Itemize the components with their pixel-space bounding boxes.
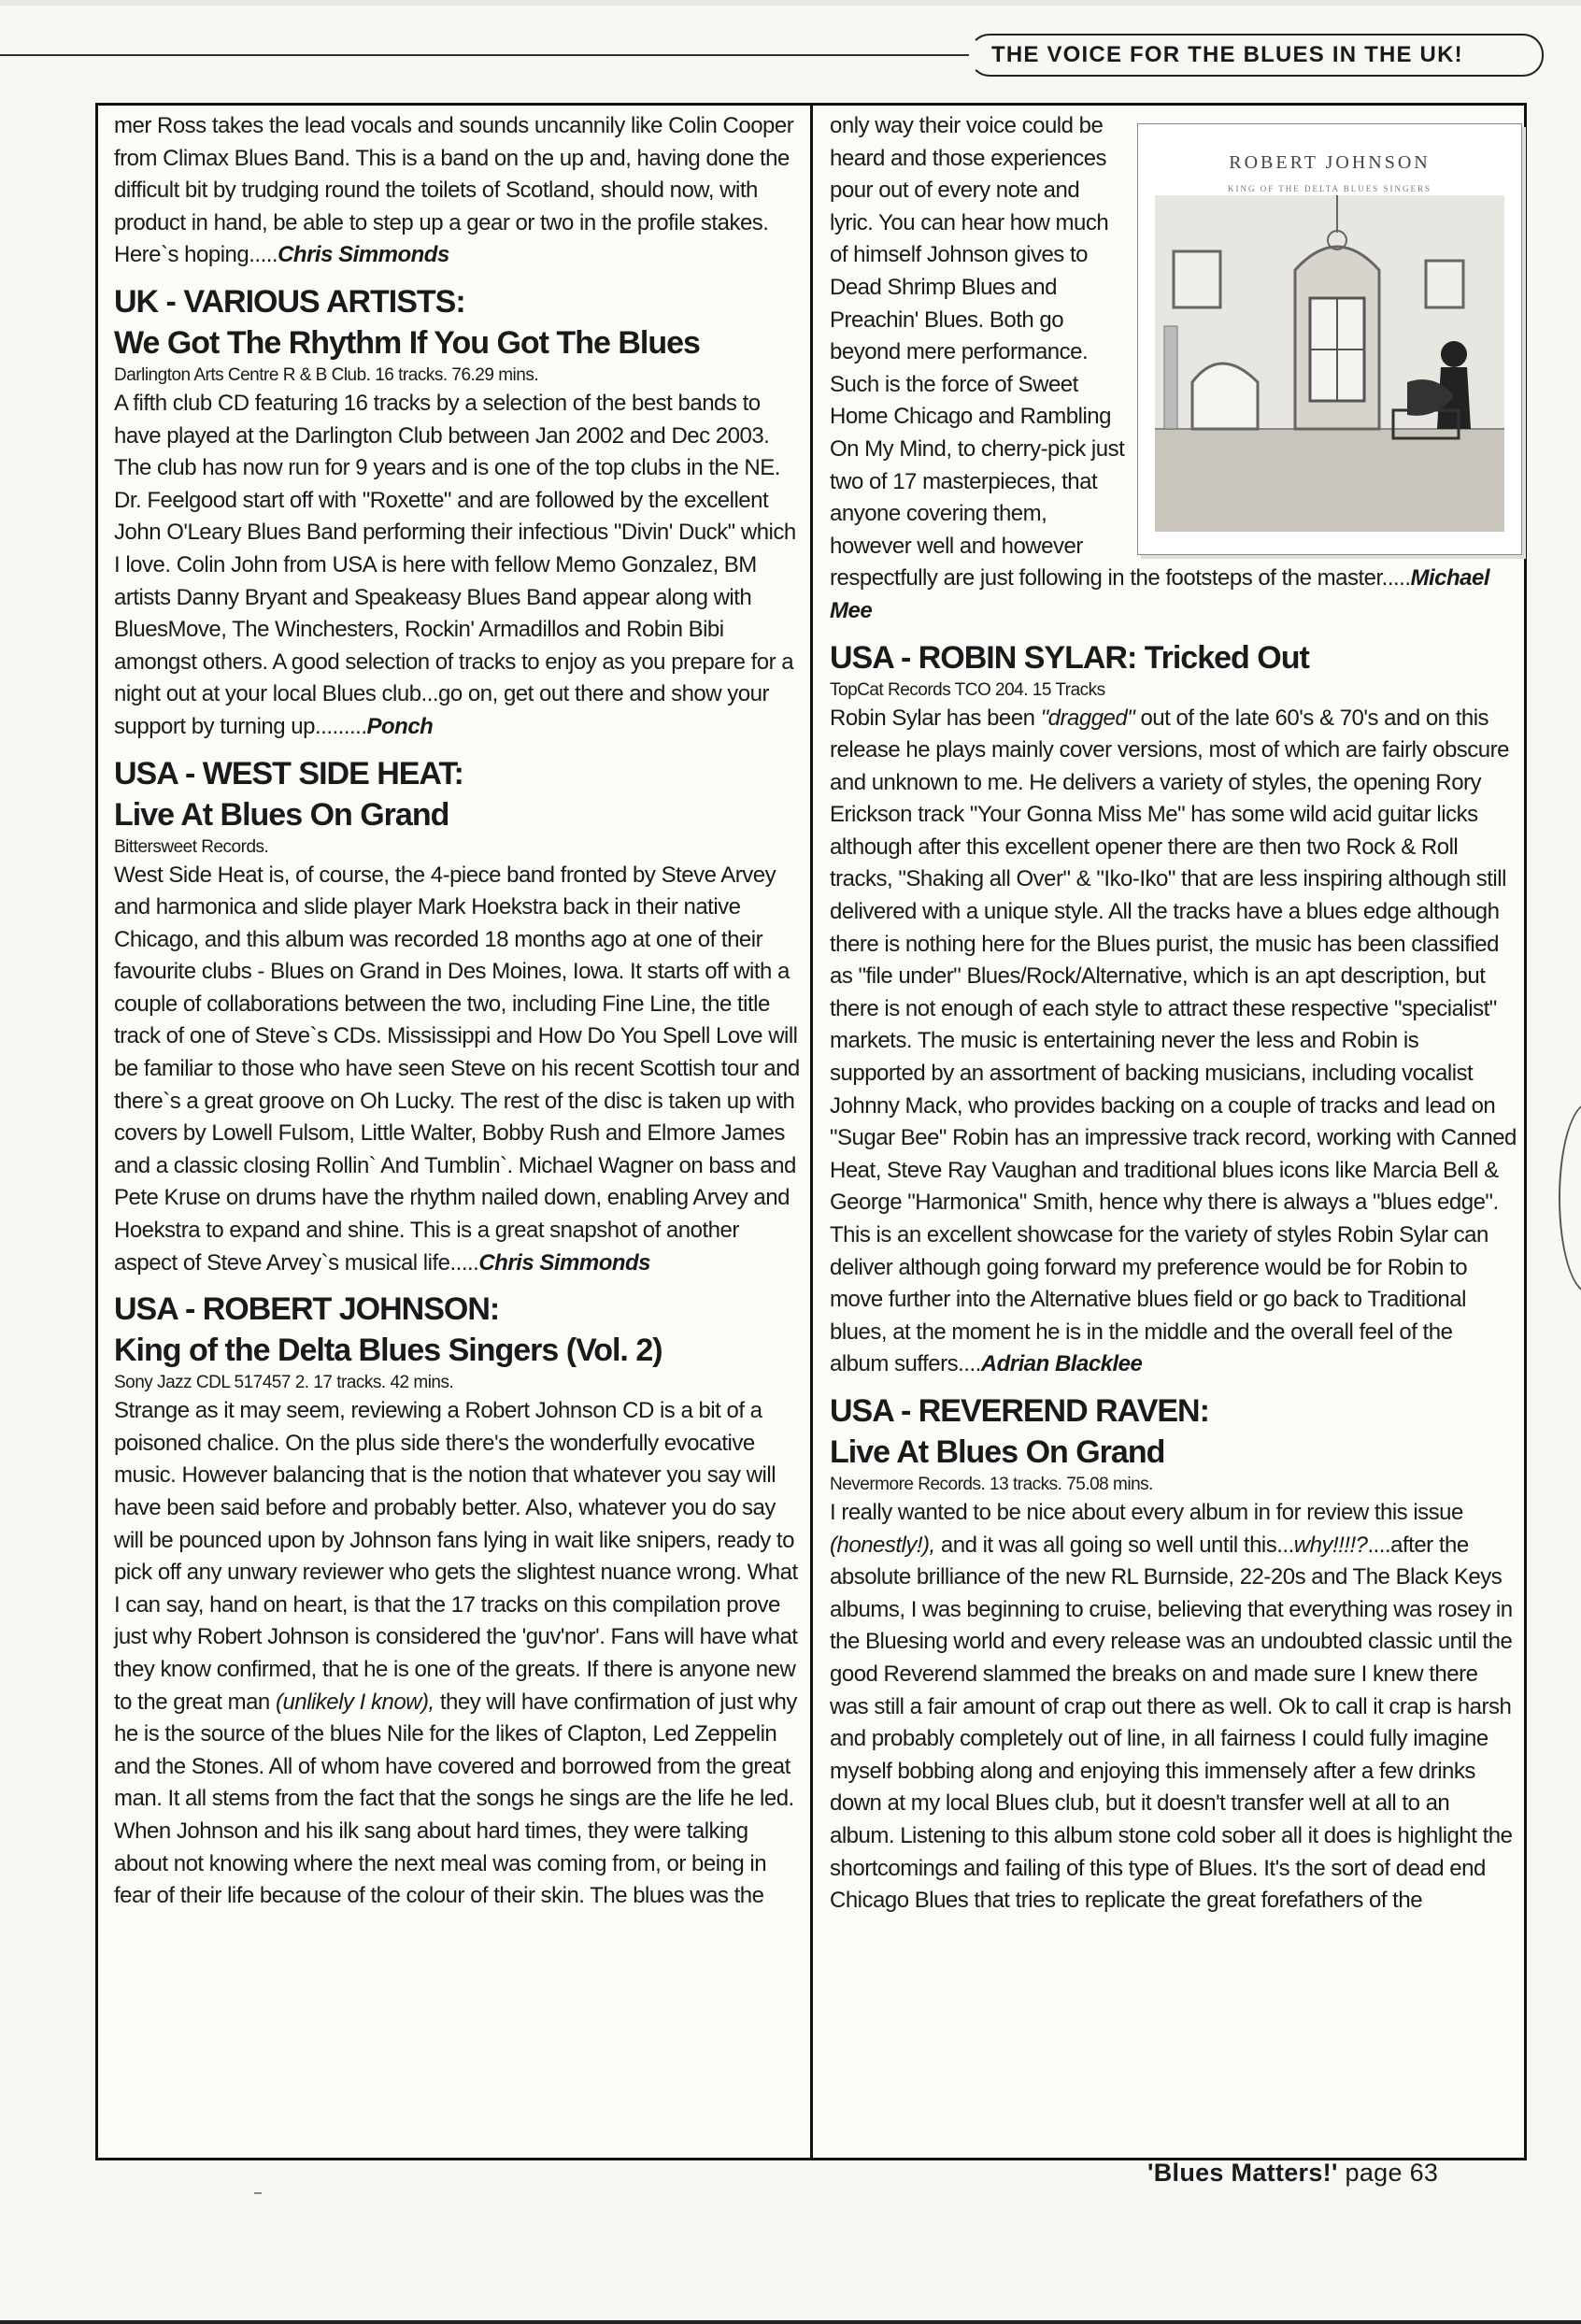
- review-text: ....after the absolute brilliance of the new RL Burnside, 22-20s and The Black Keys albums, I was beginning to cruise, believing that everything was rosey in the Bluesing world and every release was an undoubted classic until the good Reverend slammed the breaks on and made sure I knew there was still a fair amount of crap out there as well. Ok to call it crap is harsh and probably completely out of line, in all fairness I could fully imagine myself bobbing along and enjoying this immensely after a few drinks down at my local Blues club, but it doesn't transfer well at all to an album. Listening to this album stone cold sober all it does is highlight the shortcomings and failing of this type of Blues. It's the sort of dead end Chicago Blues that tries to replicate the great forefathers of the: [830, 1532, 1513, 1914]
- review-text: I really wanted to be nice about every album in for review this issue: [830, 1499, 1463, 1525]
- reviewer-signature: Adrian Blacklee: [980, 1351, 1143, 1377]
- header-rule: [0, 54, 972, 56]
- review-text: they will have confirmation of just why he is the source of the blues Nile for the likes of Clapton, Led Zeppelin and the Stones. All of whom have covered and borrowed from the great man. It all stems from the fact that the songs he sings are the life he led. When Johnson and his ilk sang about hard times, they were talking about not knowing where the next meal was coming from, or being in fear of their life because of the colour of their skin. The blues was the: [114, 1689, 797, 1909]
- review-title: USA - ROBIN SYLAR: Tricked Out: [830, 639, 1309, 676]
- magazine-name: 'Blues Matters!': [1147, 2159, 1338, 2187]
- reviewer-signature: Chris Simmonds: [478, 1249, 651, 1276]
- album-cover-artist: ROBERT JOHNSON: [1229, 152, 1431, 173]
- reviewer-signature: Ponch: [366, 713, 434, 739]
- review-body: [114, 388, 805, 744]
- review-text-italic: (unlikely I know),: [275, 1689, 434, 1715]
- review-text: Strange as it may seem, reviewing a Robert Johnson CD is a bit of a poisoned chalice. On the plus side there's the wonderfully evocative music. However balancing that is the notion that whatever you say will have been said before and probably better. Also, whatever you do say will be pounced upon by Johnson fans lying in wait like snipers, ready to pick off any unwary reviewer who gets the slightest nuance wrong. What I can say, hand on heart, is that the 17 tracks on this compilation prove just why Robert Johnson is considered the 'guv'nor'. Fans will have what they know confirmed, that he is one of the greats. If there is anyone new to the great man: [114, 1398, 798, 1715]
- review-various-artists: [114, 281, 805, 388]
- page-footer: [1147, 2159, 1438, 2188]
- left-column: [114, 110, 805, 1913]
- review-west-side-heat: [114, 753, 805, 860]
- review-robin-sylar: [830, 637, 1517, 703]
- release-info: Bittersweet Records.: [114, 836, 269, 857]
- continued-review-text: mer Ross takes the lead vocals and sounds uncannily like Colin Cooper from Climax Blues Band. This is a band on the up and, having done the difficult bit by trudging round the toilets of Scotland, should now, with product in hand, be able to step up a gear or two in the profile stakes. Here`s hoping.....: [114, 113, 794, 268]
- review-text: out of the late 60's & 70's and on this release he plays mainly cover versions, most of which are fairly obscure and unknown to me. He delivers a variety of styles, the opening Rory Erickson track "Your Gonna Miss Me" has some wild acid guitar licks although after this excellent opener there are then two Rock & Roll tracks, "Shaking all Over" & "Iko-Iko" that are less inspiring although still delivered with a unique style. All the tracks have a blues edge although there is nothing here for the Blues purist, the music has been classified as "file under" Blues/Rock/Alternative, which is an apt description, but there is not enough of each style to attract these respective "specialist" markets. The music is entertaining never the less and Robin is supported by an assortment of backing musicians, including vocalist Johnny Mack, who provides backing on a couple of tracks and lead on "Sugar Bee" Robin has an impressive track record, working with Canned Heat, Steve Ray Vaughan and traditional blues icons like Marcia Bell & George "Harmonica" Smith, hence why there is always a "blues edge". This is an excellent showcase for the variety of styles Robin Sylar can deliver although going forward my preference would be for Robin to move further into the Alternative blues field or go back to Traditional blues, at the moment he is in the middle and the overall feel of the album suffers....: [830, 705, 1517, 1377]
- column-divider: [810, 103, 813, 2160]
- continued-review-text: only way their voice could be heard and those experiences pour out of every note and lyric. You can hear how much of himself Johnson gives to Dead Shrimp Blues and Preachin' Blues. Both go beyond mere performance. Such is the force of Sweet Home Chicago and Rambling On My Mind, to cherry-pick just two of 17 masterpieces, that anyone covering them, however well and however respectfully are just following in the footsteps of the master.....: [830, 113, 1411, 592]
- review-text-italic: why!!!!?: [1293, 1532, 1368, 1558]
- header-banner: THE VOICE FOR THE BLUES IN THE UK!: [969, 34, 1544, 77]
- reviewer-signature: Michael Mee: [830, 565, 1490, 623]
- album-cover-image: [1137, 123, 1522, 555]
- review-title: USA - REVEREND RAVEN:: [830, 1392, 1209, 1429]
- release-info: TopCat Records TCO 204. 15 Tracks: [830, 679, 1105, 700]
- album-cover-illustration: [1155, 195, 1504, 532]
- album-cover-subtitle: KING OF THE DELTA BLUES SINGERS: [1227, 184, 1432, 193]
- continued-review: [114, 110, 805, 272]
- review-body: [830, 1497, 1517, 1918]
- review-text: West Side Heat is, of course, the 4-piece band fronted by Steve Arvey and harmonica and slide player Mark Hoekstra back in their native Chicago, and this album was recorded 18 months ago at one of their favourite clubs - Blues on Grand in Des Moines, Iowa. It starts off with a couple of collaborations between the two, including Fine Line, the title track of one of Steve`s CDs. Mississippi and How Do You Spell Love will be familiar to those who have seen Steve on his recent Scottish tour and there`s a great groove on Oh Lucky. The rest of the disc is taken up with covers by Lowell Fulsom, Little Walter, Bobby Rush and Elmore James and a classic closing Rollin` And Tumblin`. Michael Wagner on bass and Pete Kruse on drums have the rhythm nailed down, enabling Arvey and Hoekstra to expand and shine. This is a great snapshot of another aspect of Steve Arvey`s musical life.....: [114, 862, 800, 1276]
- review-title: USA - ROBERT JOHNSON:: [114, 1291, 500, 1328]
- binding-ring-edge: [1559, 1103, 1581, 1293]
- release-info: Nevermore Records. 13 tracks. 75.08 mins.: [830, 1474, 1153, 1494]
- page-number: page 63: [1345, 2159, 1439, 2187]
- scan-artifact: [254, 2192, 262, 2194]
- album-title: King of the Delta Blues Singers (Vol. 2): [114, 1333, 662, 1369]
- album-title: Live At Blues On Grand: [114, 796, 449, 833]
- review-text: and it was all going so well until this...: [934, 1532, 1294, 1558]
- review-body: [830, 703, 1517, 1381]
- release-info: Darlington Arts Centre R & B Club. 16 tracks. 76.29 mins.: [114, 364, 539, 385]
- right-column: [830, 110, 1517, 1918]
- review-title: UK - VARIOUS ARTISTS:: [114, 283, 465, 320]
- review-text-italic: (honestly!),: [830, 1532, 935, 1558]
- review-text: A fifth club CD featuring 16 tracks by a selection of the best bands to have played at the Darlington Club between Jan 2002 and Dec 2003. The club has now run for 9 years and is one of the top clubs in the NE. Dr. Feelgood start off with "Roxette" and are followed by the excellent John O'Leary Blues Band performing their infectious "Divin' Duck" which I love. Colin John from USA is here with fellow Memo Gonzalez, BM artists Danny Bryant and Speakeasy Blues Band appear along with BluesMove, The Winchesters, Rockin' Armadillos and Robin Bibi amongst others. A good selection of tracks to enjoy as you prepare for a night out at your local Blues club...go on, get out there and show your support by turning up.........: [114, 390, 796, 739]
- review-reverend-raven: [830, 1390, 1517, 1497]
- scan-edge: [0, 0, 1581, 6]
- scan-edge: [0, 2320, 1581, 2324]
- album-title: Live At Blues On Grand: [830, 1433, 1165, 1470]
- review-title: USA - WEST SIDE HEAT:: [114, 755, 463, 791]
- review-text: Robin Sylar has been: [830, 705, 1041, 731]
- album-title: We Got The Rhythm If You Got The Blues: [114, 324, 700, 361]
- review-body: [114, 860, 805, 1280]
- review-body: [114, 1395, 805, 1913]
- reviewer-signature: Chris Simmonds: [278, 242, 449, 268]
- release-info: Sony Jazz CDL 517457 2. 17 tracks. 42 mins.: [114, 1373, 454, 1393]
- review-text-italic: "dragged": [1040, 705, 1135, 731]
- review-robert-johnson: [114, 1289, 805, 1395]
